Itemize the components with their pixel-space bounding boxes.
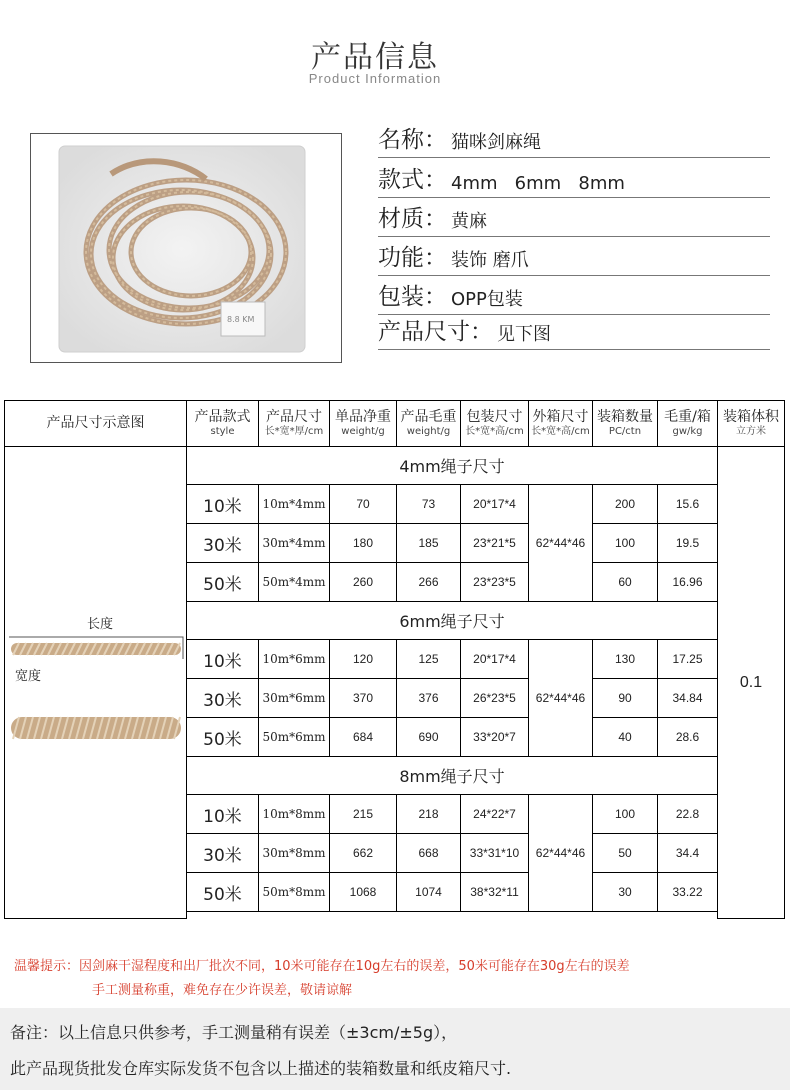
- pack-size-value: 20*17*4: [473, 652, 516, 666]
- table-header-label: 产品款式: [194, 408, 251, 425]
- carton-gw-cell: [657, 872, 718, 912]
- table-header-unit: weight/g: [341, 426, 385, 437]
- length-value: 30米: [203, 535, 242, 556]
- spec-cell: [258, 639, 330, 679]
- carton-qty-value: 40: [618, 730, 632, 744]
- table-header-label: 产品毛重: [400, 408, 457, 425]
- table-header-label: 毛重/箱: [664, 408, 711, 425]
- carton-gw-value: 16.96: [672, 575, 703, 589]
- table-header-unit: weight/g: [406, 426, 451, 437]
- net-weight-value: 180: [352, 536, 374, 550]
- table-header-cell: [592, 400, 658, 447]
- pack-size-value: 23*23*5: [473, 575, 516, 589]
- width-label: 宽度: [15, 669, 42, 684]
- gross-weight-value: 218: [418, 807, 439, 821]
- material-value: 黄麻: [451, 211, 487, 232]
- length-cell: [186, 794, 259, 834]
- group-title-row: [186, 446, 718, 485]
- table-header-cell: [4, 400, 187, 447]
- product-photo: [30, 133, 342, 363]
- page-subtitle: Product Information: [308, 71, 442, 86]
- pack-size-cell: [460, 717, 529, 757]
- carton-gw-value: 22.8: [675, 807, 700, 821]
- package-value: OPP包装: [451, 289, 523, 310]
- gross-weight-cell: [396, 484, 461, 524]
- table-header-unit: gw/kg: [672, 426, 703, 437]
- carton-qty-value: 90: [618, 691, 632, 705]
- net-weight-value: 120: [352, 652, 374, 666]
- carton-qty-cell: [592, 484, 658, 524]
- package-label: 包装：: [378, 284, 447, 310]
- carton-qty-value: 60: [618, 575, 632, 589]
- spec-value: 50m*8mm: [262, 885, 326, 899]
- carton-qty-value: 200: [614, 497, 636, 511]
- pack-size-cell: [460, 484, 529, 524]
- carton-qty-value: 30: [618, 885, 632, 899]
- pack-size-value: 38*32*11: [470, 885, 519, 899]
- spec-value: 50m*4mm: [262, 575, 326, 589]
- table-header-cell: [717, 400, 785, 447]
- info-row-function: [378, 244, 770, 276]
- net-weight-value: 215: [352, 807, 374, 821]
- length-cell: [186, 717, 259, 757]
- carton-gw-value: 17.25: [672, 652, 703, 666]
- group-title-text: 4mm绳子尺寸: [399, 457, 505, 476]
- table-header-unit: 长*宽*高/cm: [465, 426, 524, 437]
- carton-gw-value: 33.22: [672, 885, 703, 899]
- notice-line-2: 手工测量称重，难免存在少许误差，敬请谅解: [92, 983, 353, 998]
- info-row-size: [378, 318, 770, 350]
- spec-cell: [258, 484, 330, 524]
- remark-line-1: 备注：以上信息只供参考，手工测量稍有误差（±3cm/±5g），: [10, 1023, 458, 1042]
- net-weight-value: 260: [352, 575, 374, 589]
- pack-size-cell: [460, 523, 529, 563]
- pack-size-value: 26*23*5: [473, 691, 516, 705]
- style-value: 4mm 6mm 8mm: [451, 173, 625, 194]
- gross-weight-value: 266: [418, 575, 439, 589]
- net-weight-cell: [329, 794, 397, 834]
- net-weight-cell: [329, 523, 397, 563]
- table-header-label: 外箱尺寸: [532, 408, 589, 425]
- table-header-label: 包装尺寸: [466, 408, 523, 425]
- table-header-label: 单品净重: [335, 408, 391, 425]
- pack-size-cell: [460, 794, 529, 834]
- carton-qty-value: 100: [614, 807, 636, 821]
- carton-qty-cell: [592, 678, 658, 718]
- carton-qty-value: 130: [614, 652, 636, 666]
- spec-cell: [258, 523, 330, 563]
- info-row-style: [378, 166, 770, 198]
- carton-gw-cell: [657, 484, 718, 524]
- length-cell: [186, 484, 259, 524]
- carton-qty-cell: [592, 523, 658, 563]
- carton-gw-value: 34.4: [675, 846, 700, 860]
- gross-weight-value: 1074: [415, 885, 442, 899]
- length-value: 30米: [203, 845, 242, 866]
- carton-gw-value: 15.6: [675, 497, 700, 511]
- net-weight-value: 684: [352, 730, 374, 744]
- pack-size-cell: [460, 678, 529, 718]
- info-row-name: [378, 126, 770, 158]
- length-value: 10米: [203, 496, 242, 517]
- group-title-row: [186, 756, 718, 795]
- net-weight-cell: [329, 678, 397, 718]
- size-value: 见下图: [497, 324, 551, 345]
- carton-qty-cell: [592, 562, 658, 602]
- group-title-row: [186, 601, 718, 640]
- table-header-label: 产品尺寸: [266, 408, 322, 425]
- pack-size-value: 33*20*7: [473, 730, 516, 744]
- info-row-material: [378, 205, 770, 237]
- length-value: 50米: [203, 574, 242, 595]
- spec-cell: [258, 833, 330, 873]
- gross-weight-value: 690: [418, 730, 439, 744]
- length-cell: [186, 833, 259, 873]
- table-header-cell: [460, 400, 529, 447]
- table-header-unit: 长*宽*厚/cm: [264, 426, 324, 437]
- pack-size-cell: [460, 833, 529, 873]
- table-header-unit: 长*宽*高/cm: [531, 426, 590, 437]
- info-row-package: [378, 283, 770, 315]
- carton-gw-cell: [657, 678, 718, 718]
- bag-tag-text: 8.8 KM: [227, 315, 255, 324]
- carton-gw-value: 19.5: [675, 536, 700, 550]
- remark-line-2: 此产品现货批发仓库实际发货不包含以上描述的装箱数量和纸皮箱尺寸.: [10, 1059, 512, 1078]
- gross-weight-cell: [396, 717, 461, 757]
- carton-qty-cell: [592, 794, 658, 834]
- gross-weight-cell: [396, 562, 461, 602]
- volume-value: 0.1: [739, 673, 763, 691]
- size-diagram-cell: [4, 446, 187, 919]
- rope-sample-thick: [11, 717, 181, 739]
- table-header-cell: [186, 400, 259, 447]
- gross-weight-cell: [396, 833, 461, 873]
- material-label: 材质：: [378, 206, 447, 232]
- gross-weight-cell: [396, 523, 461, 563]
- pack-size-value: 23*21*5: [473, 536, 516, 550]
- table-header-unit: PC/ctn: [608, 426, 642, 437]
- gross-weight-cell: [396, 639, 461, 679]
- length-value: 10米: [203, 806, 242, 827]
- net-weight-value: 1068: [349, 885, 377, 899]
- rope-sample-thin: [11, 643, 181, 655]
- carton-qty-cell: [592, 872, 658, 912]
- table-header-cell: [528, 400, 593, 447]
- carton-gw-cell: [657, 562, 718, 602]
- length-value: 50米: [203, 729, 242, 750]
- gross-weight-cell: [396, 794, 461, 834]
- rope-bundle-illustration: [31, 134, 342, 363]
- carton-size-value: 62*44*46: [535, 536, 586, 550]
- gross-weight-value: 125: [418, 652, 439, 666]
- carton-gw-value: 28.6: [675, 730, 700, 744]
- group-title-text: 8mm绳子尺寸: [399, 767, 505, 786]
- net-weight-value: 370: [352, 691, 374, 705]
- table-header-cell: [657, 400, 718, 447]
- carton-gw-cell: [657, 794, 718, 834]
- spec-cell: [258, 562, 330, 602]
- gross-weight-value: 73: [421, 497, 436, 511]
- spec-cell: [258, 794, 330, 834]
- carton-size-cell: [528, 794, 593, 912]
- length-value: 10米: [203, 651, 242, 672]
- notice-line-1: 温馨提示：因剑麻干湿程度和出厂批次不同，10米可能存在10g左右的误差，50米可能存在30g左右的误差: [14, 959, 630, 974]
- length-value: 50米: [203, 884, 242, 905]
- length-value: 30米: [203, 690, 242, 711]
- volume-cell: [717, 446, 785, 919]
- style-label: 款式：: [378, 167, 447, 193]
- spec-cell: [258, 872, 330, 912]
- spec-value: 10m*6mm: [262, 652, 326, 666]
- carton-size-cell: [528, 639, 593, 757]
- net-weight-cell: [329, 717, 397, 757]
- spec-value: 10m*8mm: [262, 807, 326, 821]
- pack-size-cell: [460, 872, 529, 912]
- gross-weight-value: 668: [418, 846, 439, 860]
- table-header-cell: [396, 400, 461, 447]
- gross-weight-cell: [396, 872, 461, 912]
- table-header-cell: [258, 400, 330, 447]
- carton-size-cell: [528, 484, 593, 602]
- function-value: 装饰 磨爪: [451, 250, 529, 271]
- page-title: 产品信息: [311, 40, 439, 75]
- function-label: 功能：: [378, 245, 447, 271]
- net-weight-cell: [329, 484, 397, 524]
- length-cell: [186, 872, 259, 912]
- spec-value: 50m*6mm: [262, 730, 326, 744]
- carton-gw-cell: [657, 639, 718, 679]
- carton-qty-cell: [592, 639, 658, 679]
- group-title-text: 6mm绳子尺寸: [399, 612, 505, 631]
- spec-value: 30m*6mm: [262, 691, 326, 705]
- carton-size-value: 62*44*46: [535, 691, 586, 705]
- length-cell: [186, 639, 259, 679]
- spec-value: 30m*8mm: [262, 846, 326, 860]
- length-label: 长度: [87, 617, 114, 632]
- table-header-label: 装箱数量: [597, 408, 653, 425]
- gross-weight-value: 185: [418, 536, 439, 550]
- spec-value: 30m*4mm: [262, 536, 326, 550]
- pack-size-cell: [460, 639, 529, 679]
- table-header-label: 装箱体积: [723, 408, 779, 425]
- length-cell: [186, 562, 259, 602]
- table-header-label: 产品尺寸示意图: [46, 414, 145, 431]
- name-value: 猫咪剑麻绳: [451, 132, 541, 153]
- net-weight-cell: [329, 639, 397, 679]
- size-label: 产品尺寸：: [378, 319, 493, 345]
- table-header-unit: style: [210, 426, 235, 437]
- carton-gw-value: 34.84: [672, 691, 703, 705]
- gross-weight-cell: [396, 678, 461, 718]
- carton-gw-cell: [657, 717, 718, 757]
- name-label: 名称：: [378, 127, 447, 153]
- pack-size-cell: [460, 562, 529, 602]
- remark-box: [0, 1008, 790, 1090]
- net-weight-cell: [329, 562, 397, 602]
- table-header-unit: 立方米: [736, 426, 766, 437]
- net-weight-cell: [329, 833, 397, 873]
- carton-size-value: 62*44*46: [535, 846, 586, 860]
- spec-cell: [258, 678, 330, 718]
- carton-gw-cell: [657, 833, 718, 873]
- gross-weight-value: 376: [418, 691, 439, 705]
- spec-value: 10m*4mm: [262, 497, 326, 511]
- length-cell: [186, 678, 259, 718]
- net-weight-value: 70: [356, 497, 370, 511]
- pack-size-value: 24*22*7: [473, 807, 516, 821]
- carton-gw-cell: [657, 523, 718, 563]
- carton-qty-value: 100: [614, 536, 636, 550]
- spec-cell: [258, 717, 330, 757]
- carton-qty-cell: [592, 833, 658, 873]
- net-weight-cell: [329, 872, 397, 912]
- carton-qty-value: 50: [618, 846, 632, 860]
- net-weight-value: 662: [352, 846, 374, 860]
- length-cell: [186, 523, 259, 563]
- pack-size-value: 20*17*4: [473, 497, 516, 511]
- carton-qty-cell: [592, 717, 658, 757]
- pack-size-value: 33*31*10: [469, 846, 520, 860]
- table-header-cell: [329, 400, 397, 447]
